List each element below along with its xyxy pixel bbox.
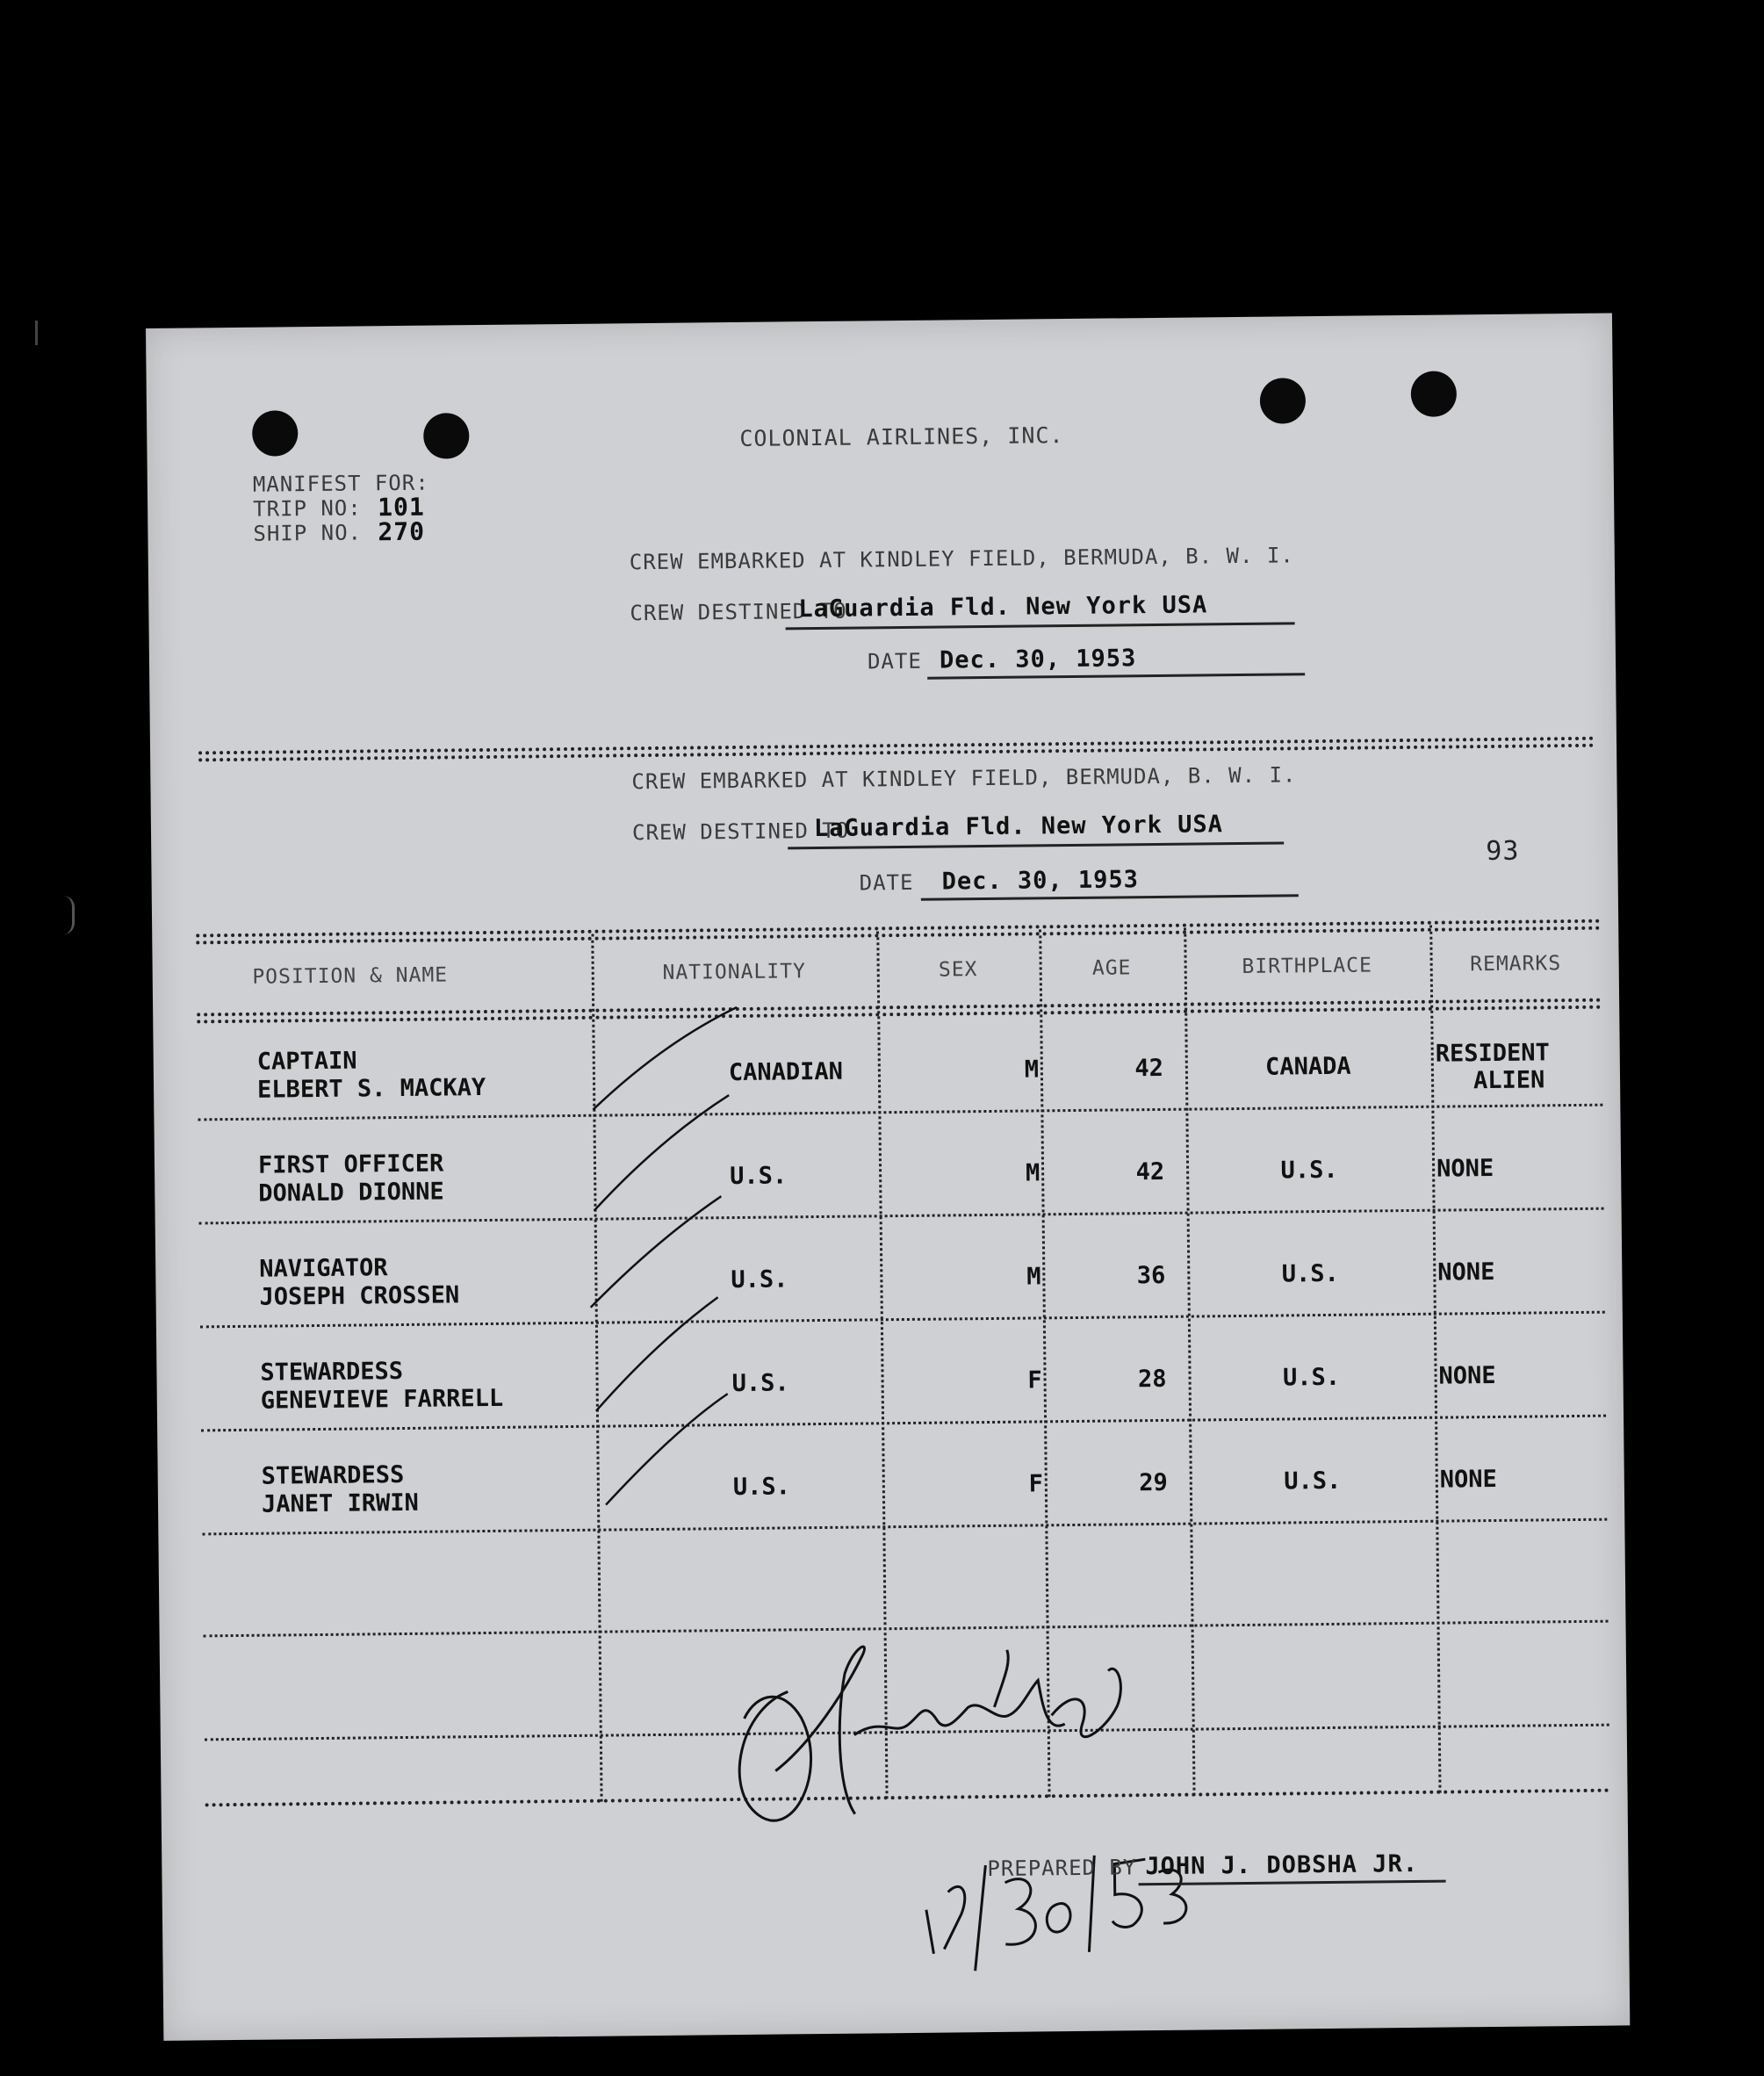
header-birthplace: BIRTHPLACE xyxy=(1242,954,1373,978)
row3-age: 36 xyxy=(1136,1261,1166,1290)
check-marks xyxy=(583,1006,852,1553)
section2-date-label: DATE xyxy=(859,869,914,896)
row1-remarks-line2: ALIEN xyxy=(1472,1066,1545,1095)
row3-position: NAVIGATOR xyxy=(259,1254,388,1283)
row5-birthplace: U.S. xyxy=(1284,1467,1342,1496)
punch-hole xyxy=(423,413,470,459)
row2-sex: M xyxy=(1025,1159,1040,1187)
row5-name: JANET IRWIN xyxy=(261,1489,419,1518)
section1-destined-label: CREW DESTINED TO xyxy=(630,598,847,626)
row4-name: GENEVIEVE FARRELL xyxy=(260,1384,504,1415)
header-sex: SEX xyxy=(938,958,978,982)
punch-hole xyxy=(1260,378,1307,424)
section2-date-value: Dec. 30, 1953 xyxy=(941,866,1140,896)
row4-age: 28 xyxy=(1137,1365,1167,1394)
punch-hole xyxy=(252,410,299,457)
row5-remarks: NONE xyxy=(1439,1465,1498,1494)
section2-destined-label: CREW DESTINED TO xyxy=(631,818,850,846)
trip-label: TRIP NO: xyxy=(253,495,362,522)
row2-age: 42 xyxy=(1135,1157,1165,1186)
handwritten-date xyxy=(908,1827,1261,1980)
row3-birthplace: U.S. xyxy=(1281,1259,1340,1288)
header-age: AGE xyxy=(1091,956,1132,980)
header-remarks: REMARKS xyxy=(1470,952,1562,977)
row-divider xyxy=(200,1311,1605,1329)
section1-destined-underline xyxy=(786,622,1295,630)
row3-nationality: U.S. xyxy=(731,1265,788,1294)
ship-number: 270 xyxy=(378,516,426,547)
row-divider xyxy=(199,1207,1604,1225)
row2-remarks: NONE xyxy=(1436,1154,1494,1183)
manifest-label: MANIFEST FOR: xyxy=(252,470,429,497)
row-divider xyxy=(201,1415,1606,1432)
row4-sex: F xyxy=(1027,1366,1042,1395)
row1-sex: M xyxy=(1024,1056,1040,1084)
row1-position: CAPTAIN xyxy=(256,1047,357,1076)
row3-name: JOSEPH CROSSEN xyxy=(259,1281,460,1311)
row2-position: FIRST OFFICER xyxy=(257,1150,444,1179)
trip-number: 101 xyxy=(377,492,425,523)
row2-birthplace: U.S. xyxy=(1280,1156,1338,1185)
row1-remarks-line1: RESIDENT xyxy=(1435,1039,1550,1068)
company-name: COLONIAL AIRLINES, INC. xyxy=(739,422,1064,451)
page-number: 93 xyxy=(1486,835,1520,868)
row1-name: ELBERT S. MACKAY xyxy=(256,1073,486,1104)
row2-nationality: U.S. xyxy=(729,1162,788,1191)
row-divider xyxy=(198,1104,1602,1121)
section1-embarked: CREW EMBARKED AT KINDLEY FIELD, BERMUDA, B. W. I. xyxy=(629,543,1294,575)
section1-destined-value: LaGuardia Fld. New York USA xyxy=(798,591,1208,624)
section1-date-underline xyxy=(927,673,1305,680)
section2-embarked: CREW EMBARKED AT KINDLEY FIELD, BERMUDA, B. W. I. xyxy=(631,762,1297,795)
row5-age: 29 xyxy=(1139,1468,1168,1497)
manifest-page xyxy=(146,314,1630,2041)
row1-birthplace: CANADA xyxy=(1264,1052,1351,1081)
section2-date-underline xyxy=(921,894,1299,901)
scan-speck xyxy=(35,321,38,345)
punch-hole xyxy=(1411,371,1458,417)
prepared-name: JOHN J. DOBSHA JR. xyxy=(1145,1849,1419,1881)
row-divider xyxy=(202,1518,1607,1536)
row4-birthplace: U.S. xyxy=(1282,1363,1341,1392)
row3-remarks: NONE xyxy=(1437,1258,1495,1287)
row4-remarks: NONE xyxy=(1438,1361,1496,1390)
section1-date-value: Dec. 30, 1953 xyxy=(939,645,1137,674)
row5-position: STEWARDESS xyxy=(261,1460,405,1490)
scan-speck xyxy=(63,896,75,934)
ship-label: SHIP NO. xyxy=(253,520,363,546)
row5-sex: F xyxy=(1028,1470,1044,1498)
prepared-label: PREPARED BY xyxy=(987,1855,1137,1882)
row4-position: STEWARDESS xyxy=(260,1357,404,1387)
row5-nationality: U.S. xyxy=(732,1473,791,1502)
row1-nationality: CANADIAN xyxy=(728,1057,844,1087)
section2-destined-underline xyxy=(788,841,1284,849)
row-divider xyxy=(204,1620,1609,1638)
row4-nationality: U.S. xyxy=(731,1369,789,1398)
section1-date-label: DATE xyxy=(867,648,922,674)
row3-sex: M xyxy=(1026,1263,1041,1291)
row1-age: 42 xyxy=(1134,1054,1164,1083)
row2-name: DONALD DIONNE xyxy=(258,1178,444,1207)
header-nationality: NATIONALITY xyxy=(662,960,807,984)
section2-destined-value: LaGuardia Fld. New York USA xyxy=(813,811,1224,843)
header-position-name: POSITION & NAME xyxy=(252,963,449,989)
